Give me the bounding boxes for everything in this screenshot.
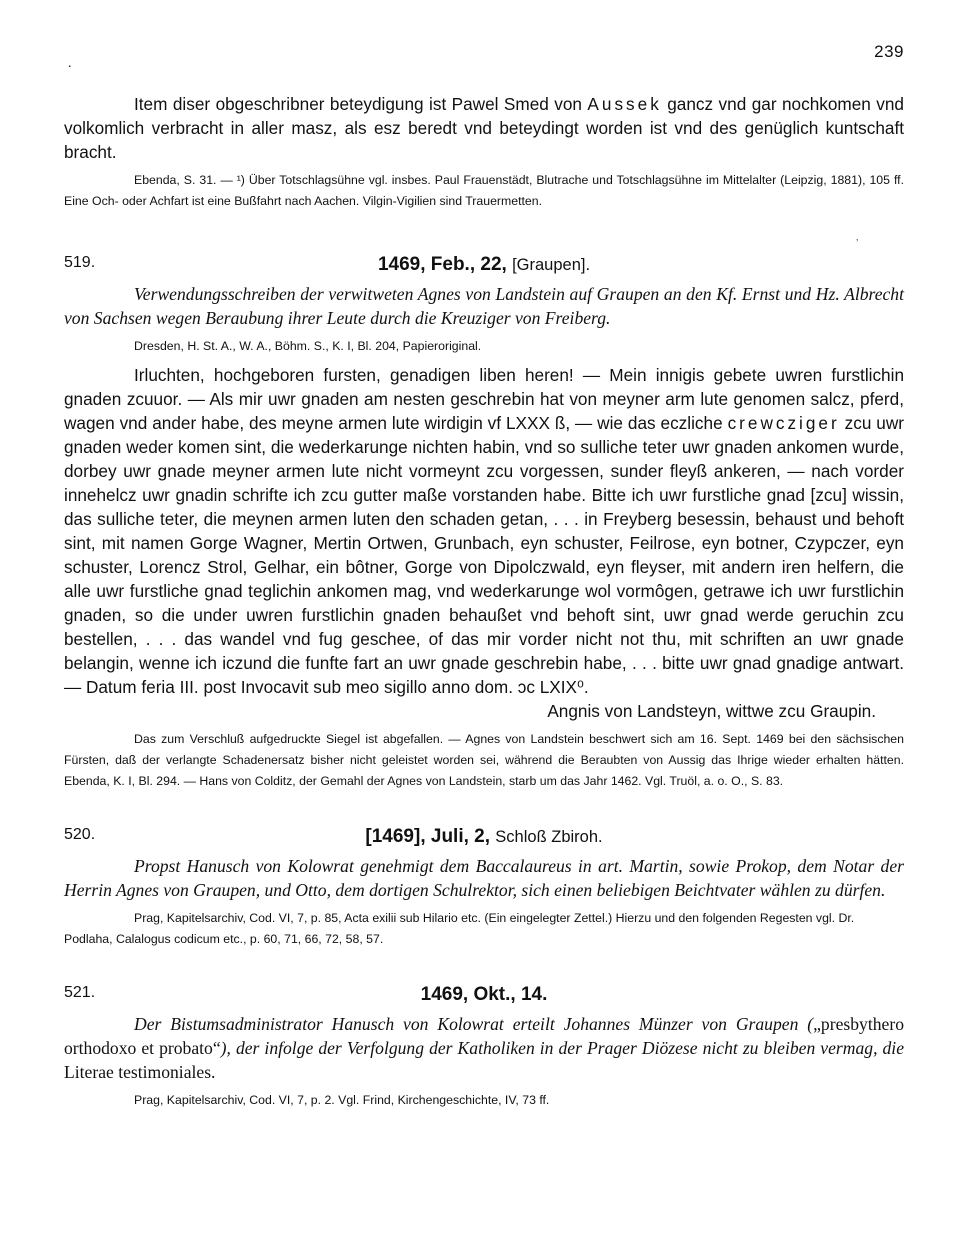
entry-521-source: Prag, Kapitelsarchiv, Cod. VI, 7, p. 2. Vgl. Frind, Kirchengeschichte, IV, 73 ff.	[134, 1093, 550, 1107]
entry-date: [1469], Juli, 2, Schloß Zbiroh.	[365, 826, 603, 847]
entry-519-signature: Angnis von Landsteyn, wittwe zcu Graupin.	[547, 701, 876, 721]
entry-521-heading	[64, 984, 904, 1012]
entry-521-regest: Der Bistumsadministrator Hanusch von Kolowrat erteilt Johannes Münzer von Graupen („presbythero orthodoxo et probato“), der infolge der Verfolgung der Katholiken in der Prager Diözese nicht zu bleiben vermag, die Literae testimoniales.	[64, 1014, 905, 1082]
entry-date: 1469, Feb., 22, [Graupen].	[377, 254, 591, 275]
carryover-text: Item diser obgeschribner beteydigung ist Pawel Smed von Aussek gancz vnd gar nochkomen vnd volkomlich verbracht in aller masz, als esz beredt vnd beteydingt worden ist vnd des genüglich kuntschaft bracht.	[64, 94, 904, 162]
entry-number: 521.	[64, 984, 96, 1001]
entry-520-source: Prag, Kapitelsarchiv, Cod. VI, 7, p. 85, Acta exilii sub Hilario etc. (Ein eingelegter Zettel.) Hierzu und den folgenden Regesten vgl. Dr. Podlaha, Calalogus codicum etc., p. 60, 71, 66, 72, 58, 57.	[64, 911, 855, 946]
stray-mark: ,	[856, 232, 859, 243]
entry-519-regest: Verwendungsschreiben der verwitweten Agnes von Landstein auf Graupen an den Kf. Ernst und Hz. Albrecht von Sachsen wegen Beraubung ihrer Leute durch die Kreuziger von Freiberg.	[64, 284, 904, 328]
stray-dot: .	[68, 56, 72, 71]
entry-number: 519.	[64, 254, 96, 271]
entry-519-letter: Irluchten, hochgeboren fursten, genadigen liben heren! — Mein innigis gebete uwren furstlichin gnaden zcuuor. — Als mir uwr gnaden am nesten geschrebin hat von meyner arm lute genomen salcz, pferd, wagen vnd ander habe, des meyne armen lute wirdigin vf LXXX ß, — wie das eczliche crewcziger zcu uwr gnaden weder komen sint, die wederkarunge nichten habin, vnd so sulliche teter uwr gnaden ankomen wurde, dorbey uwr gnade meyner armen lute nicht vormeynt zcu vorgessen, sunder fleyß ankeren, — nach vorder innehelcz uwr gnadin schrifte ich zcu gutter maße vorstanden habe. Bitte ich uwr furstliche gnad [zcu] wissin, das sulliche teter, die meynen armen luten den schaden getan, . . . in Freyberg besessin, behaust und behoft sint, mit namen Gorge Wagner, Mertin Ortwen, Grunbach, eyn schuster, Feilrose, eyn botner, Czypczer, eyn schuster, Lorencz Strol, Gelhar, ein bôtner, Gorge von Dipolczwald, eyn fleyser, mit andern iren helfern, die alle uwr furstliche gnad teglichin ankomen mag, vnd wederkarunge wol vormôgen, getrawe ich uwr furstlichin gnaden, so die under uwren furstlichin gnaden behaußet vnd behoft sint, uwr gnad werde geruchin zcu bestellen, . . . das wandel vnd fug geschee, of das mir vorder nicht not thu, mit schriften an uwr gnade belangin, wenne ich iczund die funfte fart an uwr gnade geschrebin habe, . . . bitte uwr gnad gnadige antwart. — Datum feria III. post Invocavit sub meo sigillo anno dom. ↄc LXIX⁰.	[64, 365, 905, 697]
entry-519-footnote: Das zum Verschluß aufgedruckte Siegel ist abgefallen. — Agnes von Landstein beschwert sich am 16. Sept. 1469 bei den sächsischen Fürsten, daß der verlangte Schadenersatz bisher nicht geleistet worden sei, während die Beraubten von Aussig das Ihrige wieder erhalten hätten. Ebenda, K. I, Bl. 294. — Hans von Colditz, der Gemahl der Agnes von Landstein, starb um das Jahr 1462. Vgl. Truöl, a. o. O., S. 83.	[64, 732, 904, 788]
entry-520-regest: Propst Hanusch von Kolowrat genehmigt dem Baccalaureus in art. Martin, sowie Prokop, dem Notar der Herrin Agnes von Graupen, und Otto, dem dortigen Schulrektor, sich einen beliebigen Beichtvater wählen zu dürfen.	[64, 856, 904, 900]
carryover-footnote: Ebenda, S. 31. — ¹) Über Totschlagsühne vgl. insbes. Paul Frauenstädt, Blutrache und Totschlagsühne im Mittelalter (Leipzig, 1881), 105 ff. Eine Och- oder Achfart ist eine Bußfahrt nach Aachen. Vilgin-Vigilien sind Trauermetten.	[64, 173, 904, 208]
entry-number: 520.	[64, 826, 96, 843]
entry-519-source: Dresden, H. St. A., W. A., Böhm. S., K. I, Bl. 204, Papieroriginal.	[134, 339, 482, 353]
entry-520-heading	[64, 826, 904, 854]
entry-519-heading	[64, 254, 904, 282]
page-number: 239	[874, 42, 904, 61]
entry-date: 1469, Okt., 14.	[420, 984, 548, 1005]
